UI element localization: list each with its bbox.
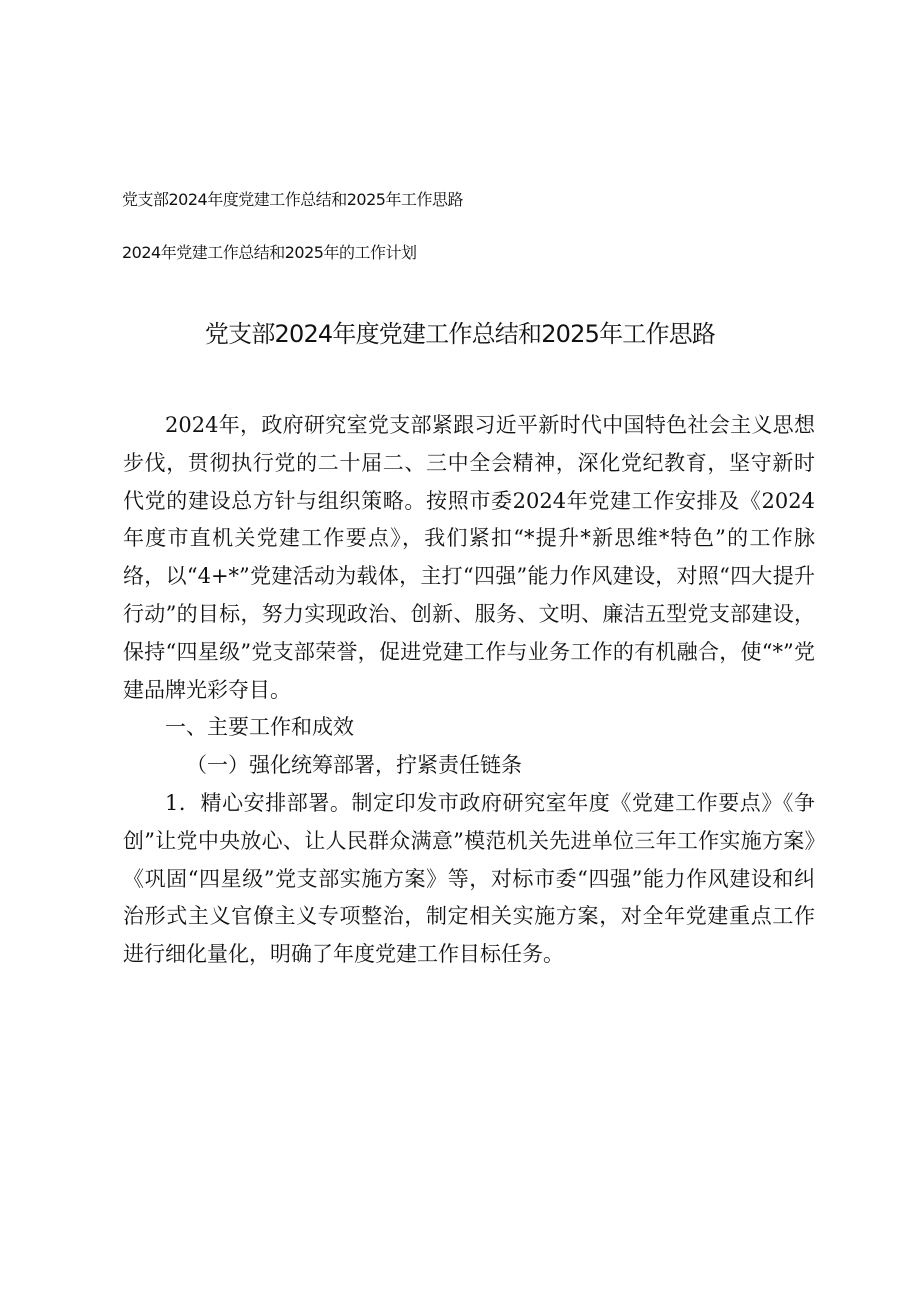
intro-paragraph: 2024年，政府研究室党支部紧跟习近平新时代中国特色社会主义思想步伐，贯彻执行党的二十届二、三中全会精神，深化党纪教育，坚守新时代党的建设总方针与组织策略。按照市委2024年党建工作安排及《2024年度市直机关党建工作要点》，我们紧扣“*提升*新思维*特色”的工作脉络，以“4+*”党建活动为载体，主打“四强”能力作风建设，对照“四大提升行动”的目标，努力实现政治、创新、服务、文明、廉洁五型党支部建设，保持“四星级”党支部荣誉，促进党建工作与业务工作的有机融合，使“*”党建品牌光彩夺目。 [123,413,815,702]
document-body [123,407,815,974]
toc-entry-2: 2024年党建工作总结和2025年的工作计划 [122,243,417,262]
toc-entry-1: 党支部2024年度党建工作总结和2025年工作思路 [122,190,463,209]
document-title: 党支部2024年度党建工作总结和2025年工作思路 [204,320,716,348]
section-heading-1: 一、主要工作和成效 [165,715,354,740]
subsection-heading-1: （一）强化统筹部署，拧紧责任链条 [186,753,522,778]
item-paragraph-1: 1．精心安排部署。制定印发市政府研究室年度《党建工作要点》《争创”让党中央放心、让人民群众满意”模范机关先进单位三年工作实施方案》《巩固“四星级”党支部实施方案》等，对标市委“四强”能力作风建设和纠治形式主义官僚主义专项整治，制定相关实施方案，对全年党建重点工作进行细化量化，明确了年度党建工作目标任务。 [123,790,815,967]
